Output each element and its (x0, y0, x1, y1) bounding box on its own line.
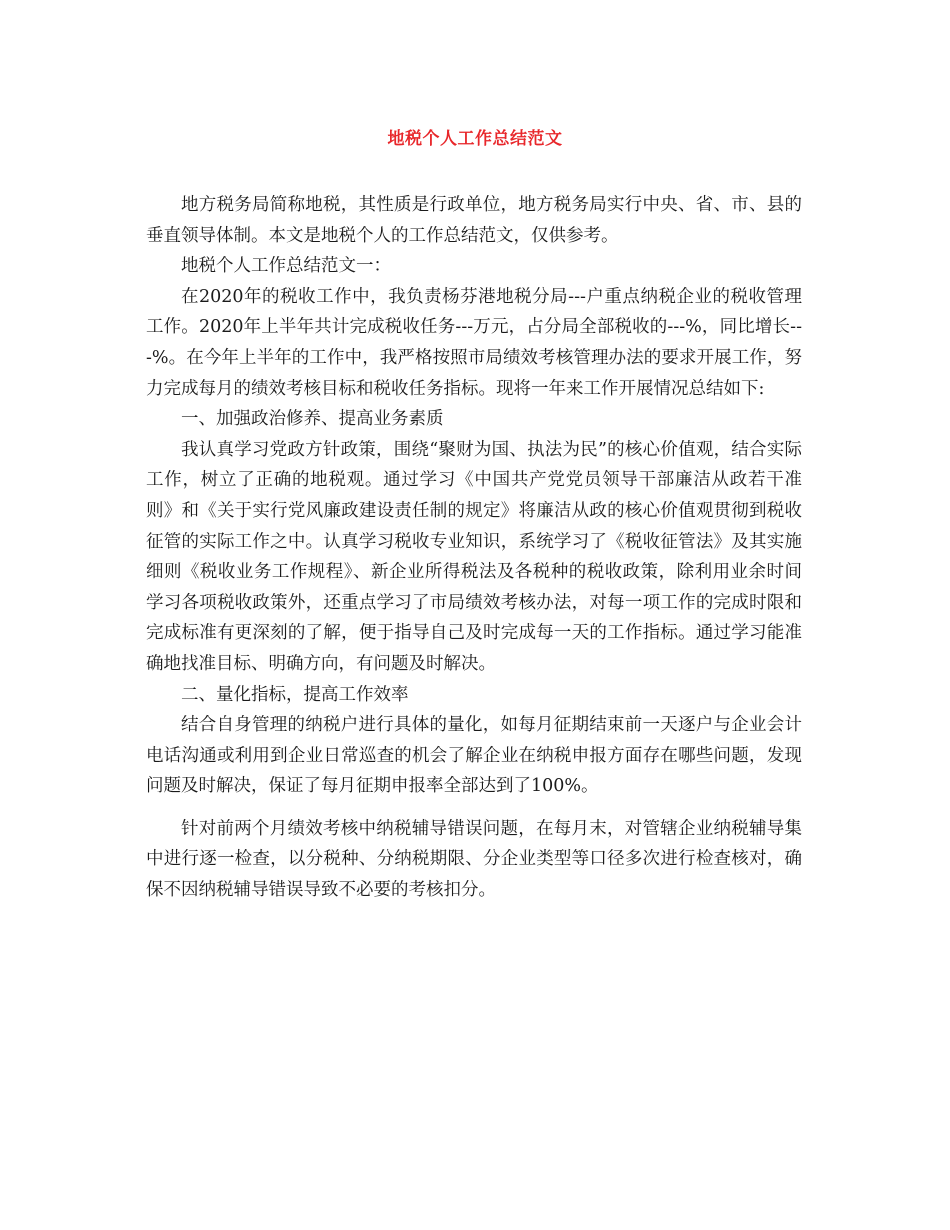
paragraph-section-1: 我认真学习党政方针政策，围绕“聚财为国、执法为民”的核心价值观，结合实际工作，树立了正确的地税观。通过学习《中国共产党党员领导干部廉洁从政若干准则》和《关于实行党风廉政建设责任制的规定》将廉洁从政的核心价值观贯彻到税收征管的实际工作之中。认真学习税收专业知识，系统学习了《税收征管法》及其实施细则《税收业务工作规程》、新企业所得税法及各税种的税收政策，除利用业余时间学习各项税收政策外，还重点学习了市局绩效考核办法，对每一项工作的完成时限和完成标准有更深刻的了解，便于指导自己及时完成每一天的工作指标。通过学习能准确地找准目标、明确方向，有问题及时解决。 (146, 439, 802, 674)
document-title: 地税个人工作总结范文 (387, 129, 563, 149)
paragraph-overview: 在2020年的税收工作中，我负责杨芬港地税分局---户重点纳税企业的税收管理工作。2020年上半年共计完成税收任务---万元，占分局全部税收的---%，同比增长---%。在今年上半年的工作中，我严格按照市局绩效考核管理办法的要求开展工作，努力完成每月的绩效考核目标和税收任务指标。现将一年来工作开展情况总结如下: (146, 286, 802, 399)
document-body (146, 190, 802, 906)
section-heading-2: 二、量化指标，提高工作效率 (181, 684, 409, 705)
paragraph-subtitle: 地税个人工作总结范文一： (181, 256, 391, 277)
paragraph-intro: 地方税务局简称地税，其性质是行政单位，地方税务局实行中央、省、市、县的垂直领导体制。本文是地税个人的工作总结范文，仅供参考。 (146, 195, 802, 246)
paragraph-section-2b: 针对前两个月绩效考核中纳税辅导错误问题，在每月末，对管辖企业纳税辅导集中进行逐一检查，以分税种、分纳税期限、分企业类型等口径多次进行检查核对，确保不因纳税辅导错误导致不必要的考核扣分。 (146, 818, 802, 901)
section-heading-1: 一、加强政治修养、提高业务素质 (181, 409, 444, 430)
paragraph-section-2a: 结合自身管理的纳税户进行具体的量化，如每月征期结束前一天逐户与企业会计电话沟通或利用到企业日常巡查的机会了解企业在纳税申报方面存在哪些问题，发现问题及时解决，保证了每月征期申报率全部达到了100%。 (146, 715, 802, 797)
